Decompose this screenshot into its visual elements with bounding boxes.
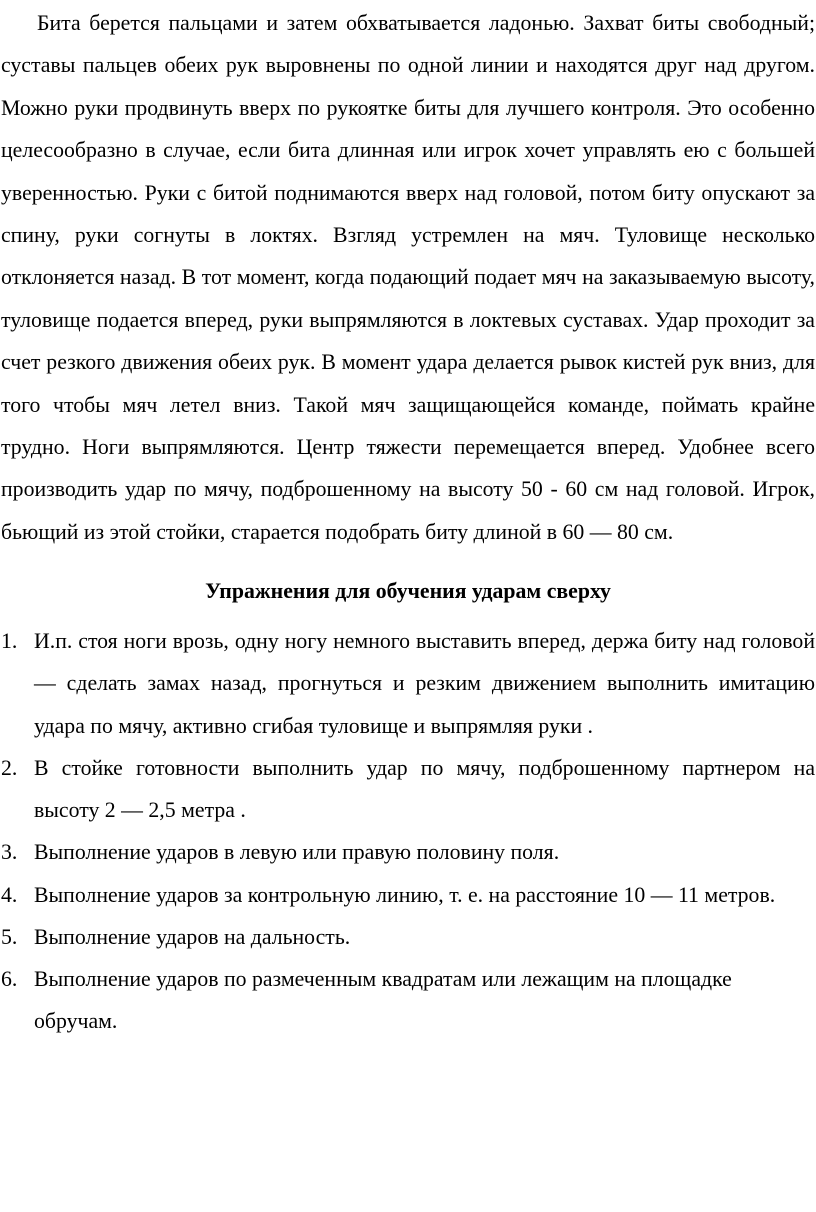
list-item-number: 1. <box>1 629 18 654</box>
list-item-number: 3. <box>1 840 18 865</box>
list-item-number: 2. <box>1 755 18 780</box>
section-heading: Упражнения для обучения ударам сверху <box>205 579 611 604</box>
list-item-text: И.п. стоя ноги врозь, одну ногу немного выставить вперед, держа биту над головой — сделать замах назад, прогнуться и резким движением выполнить имитацию удара по мячу, активно сгибая туловище и выпрямляя руки . <box>34 629 815 738</box>
exercise-list <box>1 620 815 1042</box>
list-item-text: В стойке готовности выполнить удар по мячу, подброшенному партнером на высоту 2 — 2,5 метра . <box>34 755 815 823</box>
list-item <box>1 831 815 873</box>
body-paragraph: Бита берется пальцами и затем обхватывается ладонью. Захват биты свободный; суставы пальцев обеих рук выровнены по одной линии и находятся друг над другом. Можно руки продвинуть вверх по рукоятке биты для лучшего контроля. Это особенно целесообразно в случае, если бита длинная или игрок хочет управлять ею с большей уверенностью. Руки с битой поднимаются вверх над головой, потом биту опускают за спину, руки согнуты в локтях. Взгляд устремлен на мяч. Туловище несколько отклоняется назад. В тот момент, когда подающий подает мяч на заказываемую высоту, туловище подается вперед, руки выпрямляются в локтевых суставах. Удар проходит за счет резкого движения обеих рук. В момент удара делается рывок кистей рук вниз, для того чтобы мяч летел вниз. Такой мяч защищающейся команде, поймать крайне трудно. Ноги выпрямляются. Центр тяжести перемещается вперед. Удобнее всего производить удар по мячу, подброшенному на высоту 50 - 60 см над головой. Игрок, бьющий из этой стойки, старается подобрать биту длиной в 60 — 80 см. <box>1 11 815 544</box>
list-item-number: 6. <box>1 966 18 991</box>
list-item-text: Выполнение ударов на дальность. <box>34 924 351 949</box>
list-item-number: 4. <box>1 882 18 907</box>
list-item-number: 5. <box>1 924 18 949</box>
list-item <box>1 620 815 747</box>
list-item <box>1 916 815 958</box>
list-item <box>1 874 815 916</box>
list-item-text: Выполнение ударов по размеченным квадратам или лежащим на площадке обручам. <box>34 966 732 1034</box>
list-item <box>1 958 815 1042</box>
list-item <box>1 747 815 831</box>
list-item-text: Выполнение ударов в левую или правую половину поля. <box>34 840 560 865</box>
list-item-text: Выполнение ударов за контрольную линию, т. е. на расстояние 10 — 11 метров. <box>34 882 776 907</box>
